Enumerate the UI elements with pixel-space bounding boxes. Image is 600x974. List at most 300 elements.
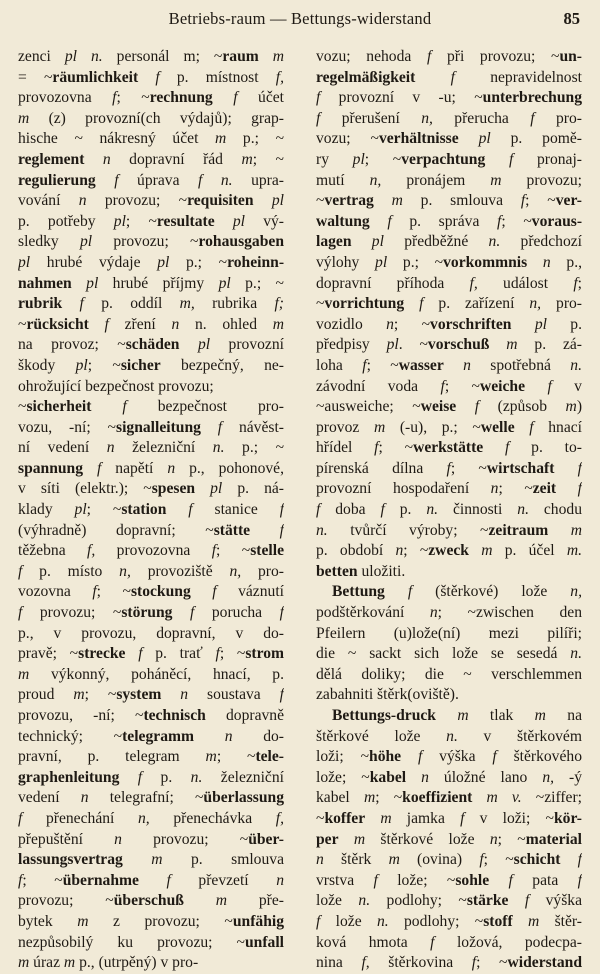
gloss-text: p. místo [22, 562, 120, 580]
entry-line [316, 479, 582, 500]
gloss-text: ) [576, 398, 582, 416]
headword: voraus- [531, 212, 582, 230]
headword: waltung [316, 212, 370, 230]
entry-line [316, 129, 582, 150]
headword: unfähig [232, 912, 284, 930]
gloss-text [184, 892, 216, 909]
gloss-text: kabel [316, 789, 364, 807]
grammar-label: n, [529, 295, 542, 313]
gloss-text [339, 831, 354, 848]
gloss-text: die ~ sackt sich lože se sesedá [316, 645, 571, 663]
headword: rohausgaben [198, 233, 284, 251]
headword: rubrik [18, 295, 63, 313]
gloss-text: = ~ [18, 68, 53, 86]
entry-line [316, 109, 582, 130]
headword: welle [480, 418, 515, 436]
entry-line [18, 788, 284, 809]
gloss-text: ; ~ [219, 645, 246, 663]
entry-line [316, 953, 582, 974]
entry-line [18, 335, 284, 356]
entry-line [18, 315, 284, 336]
entry-line [316, 335, 582, 356]
entry-line [316, 603, 582, 624]
grammar-label: pl [271, 192, 284, 210]
gloss-text: ; ~ [444, 377, 480, 395]
grammar-label: m [506, 336, 518, 354]
grammar-label: f [577, 851, 582, 869]
headword: schäden [125, 336, 180, 354]
grammar-label: m [63, 954, 76, 972]
gloss-text: p. [384, 501, 427, 519]
grammar-label: m [570, 521, 582, 539]
gloss-text: ; ~ [403, 542, 429, 560]
gloss-text: pro- [241, 562, 284, 580]
entry-line [18, 109, 284, 130]
gloss-text: štěrkové lože [316, 727, 447, 745]
entry-line [18, 850, 284, 871]
gloss-text: chodu [528, 501, 582, 519]
grammar-label: f [577, 459, 582, 477]
headword: raum [222, 48, 259, 65]
gloss-text [527, 254, 543, 271]
gloss-text: ložová, podecpa- [434, 933, 582, 951]
grammar-label: pl [371, 233, 384, 251]
gloss-text [436, 707, 457, 724]
headword: spannung [18, 459, 84, 477]
gloss-text: vý- [245, 212, 284, 230]
gloss-text: v štěrkovém [457, 727, 582, 745]
entry-line [18, 706, 284, 727]
grammar-label: f [547, 377, 552, 395]
entry-line [18, 129, 284, 150]
gloss-text: výška [422, 748, 493, 766]
gloss-text: štěrk [323, 851, 389, 869]
gloss-text: návěst- [222, 418, 284, 436]
gloss-text: pronaj- [513, 150, 582, 168]
entry-line [316, 541, 582, 562]
entry-line [316, 850, 582, 871]
gloss-text: ; ~ [364, 150, 402, 168]
gloss-text: ohrožující bezpečnost provozu; [18, 377, 214, 395]
entry-line [18, 809, 284, 830]
dictionary-columns [18, 47, 582, 974]
gloss-text: loha [316, 356, 363, 374]
entry-line [316, 356, 582, 377]
gloss-text: těžebna [18, 542, 88, 560]
entry-line [18, 933, 284, 954]
gloss-text: štěrkovina [369, 954, 472, 972]
grammar-label: pl [375, 253, 388, 271]
grammar-label: f [316, 109, 321, 127]
entry-line [316, 68, 582, 89]
gloss-text: provozní v -u; ~ [320, 89, 483, 107]
gloss-text: loži; ~ [316, 748, 370, 766]
gloss-text: předpisy [316, 336, 387, 354]
gloss-text: provozu; ~ [121, 830, 249, 848]
grammar-label: f [577, 480, 582, 498]
entry-line [18, 500, 284, 521]
grammar-label: n. [212, 439, 225, 457]
entry-line [18, 541, 284, 562]
entry-line [18, 356, 284, 377]
gloss-text [191, 583, 213, 600]
headword: stelle [250, 542, 284, 560]
entry-line [18, 624, 284, 645]
gloss-text [370, 213, 388, 230]
grammar-label: m [215, 130, 227, 148]
grammar-label: m v. [486, 789, 522, 807]
entry-line [18, 253, 284, 274]
grammar-label: f, [275, 68, 284, 86]
headword: weise [420, 398, 457, 416]
gloss-text: tlak [468, 707, 535, 724]
headword: stockung [130, 583, 191, 601]
headword: graphenleitung [18, 768, 120, 786]
grammar-label: m [151, 851, 163, 869]
gloss-text [385, 583, 408, 600]
headword: sicherheit [26, 398, 92, 416]
gloss-text [62, 295, 79, 312]
headword: unfall [245, 933, 284, 951]
gloss-text: na provoz; ~ [18, 336, 126, 354]
entry-line [18, 727, 284, 748]
entry-line [316, 397, 582, 418]
grammar-label: f [460, 809, 465, 827]
entry-line [18, 150, 284, 171]
gloss-text: Pfeilern (u)lože(ní) mezi pilíři; [316, 624, 582, 642]
gloss-text [72, 275, 86, 292]
headword: ver- [555, 192, 582, 210]
gloss-text: ková hmota [316, 933, 431, 951]
gloss-text [485, 151, 509, 168]
entry-line [316, 521, 582, 542]
gloss-text: lože [320, 912, 377, 930]
headword: strom [245, 645, 284, 663]
gloss-text: nezpůsobilý ku provozu; ~ [18, 933, 245, 951]
entry-line [316, 294, 582, 315]
gloss-text: ; ~ [393, 315, 431, 333]
gloss-text: pře- [227, 892, 284, 910]
grammar-label: f [18, 562, 23, 580]
grammar-label: f [380, 501, 385, 519]
headword: kabel [369, 768, 407, 786]
gloss-text: (štěrkové) lože [412, 583, 571, 601]
gloss-text: ; ~zwischen den [437, 604, 582, 622]
entry-line [316, 809, 582, 830]
gloss-text: ; ~ [125, 212, 157, 230]
gloss-text: ; ~ [476, 954, 508, 972]
grammar-label: n. [570, 356, 582, 374]
grammar-label: f [217, 418, 223, 436]
gloss-text [406, 769, 421, 786]
gloss-text: předchozí [500, 233, 582, 251]
gloss-text: ; ~ [498, 480, 533, 498]
entry-line [18, 768, 284, 789]
grammar-label: n [106, 439, 115, 457]
gloss-text: lože; ~ [316, 768, 370, 786]
grammar-label: f, [361, 954, 370, 972]
grammar-label: n [463, 356, 471, 374]
grammar-label: f [492, 748, 497, 766]
gloss-text: převzetí [170, 871, 277, 889]
entry-line [316, 418, 582, 439]
gloss-text [556, 480, 578, 497]
grammar-label: m [272, 48, 284, 65]
grammar-label: f [573, 274, 578, 292]
gloss-text [511, 316, 534, 333]
headword: koeffizient [402, 789, 473, 807]
entry-line [316, 500, 582, 521]
gloss-text [91, 398, 122, 415]
grammar-label: f [471, 954, 477, 972]
headword: roheinn- [227, 253, 284, 271]
gloss-text: provozovna [18, 89, 113, 107]
grammar-label: f [374, 439, 379, 457]
gloss-text: personál [102, 48, 184, 65]
grammar-label: n, [119, 562, 131, 580]
grammar-label: pl [86, 274, 99, 292]
gloss-text: zření [108, 315, 172, 333]
grammar-label: f, [87, 542, 96, 560]
gloss-text: hrubé výdaje [30, 253, 158, 271]
headword: störung [121, 604, 173, 622]
headword: lagen [316, 233, 352, 251]
gloss-text: předběžné [383, 233, 489, 251]
entry-line [18, 377, 284, 398]
grammar-label: f [212, 583, 217, 601]
headword: vorrichtung [324, 295, 405, 313]
grammar-label: n [395, 542, 404, 560]
headword: un- [559, 48, 582, 65]
gloss-text: -ý [554, 768, 582, 786]
grammar-label: n [102, 150, 111, 168]
gloss-text [138, 69, 155, 86]
gloss-text: ; ~ [375, 789, 403, 807]
gloss-text: úprava [118, 171, 199, 189]
headword: vorschriften [430, 315, 512, 333]
entry-line [18, 685, 284, 706]
gloss-text: pírenská dílna [316, 459, 447, 477]
entry-line [18, 191, 284, 212]
grammar-label: n [429, 604, 438, 622]
grammar-label: n [224, 727, 233, 745]
gloss-text: přerušení [320, 109, 422, 127]
gloss-text: úraz [29, 954, 64, 972]
grammar-label: f [508, 871, 513, 889]
gloss-text: zabahniti štěrk(oviště). [316, 686, 459, 704]
entry-line [316, 47, 582, 68]
entry-line [316, 274, 582, 295]
grammar-label: n. [358, 892, 371, 910]
gloss-text [560, 851, 577, 868]
grammar-label: f [96, 459, 102, 477]
grammar-label: f [114, 171, 119, 189]
headword: übernahme [62, 871, 139, 889]
gloss-text: napětí [101, 459, 168, 477]
entry-line [316, 871, 582, 892]
gloss-text: ; ~ [116, 89, 150, 107]
gloss-text: provozu; ~ [92, 233, 199, 251]
gloss-text: provozu; [501, 171, 582, 189]
gloss-text [139, 872, 167, 889]
gloss-text: p.; ~ [226, 130, 284, 148]
gloss-text [525, 378, 547, 395]
gloss-text: . ~ [398, 336, 428, 354]
page-header [18, 7, 582, 35]
grammar-label: f [18, 871, 23, 889]
headword: verpachtung [401, 150, 486, 168]
grammar-label: f [417, 748, 423, 766]
entry-line [18, 521, 284, 542]
entry-line [316, 232, 582, 253]
grammar-label: f [166, 871, 171, 889]
gloss-text [415, 69, 450, 86]
gloss-text: výkonný, poháněcí, hnací, p. [29, 665, 284, 683]
gloss-text: hnací [533, 418, 582, 436]
headword: weiche [480, 377, 526, 395]
gloss-text: hrubé příjmy [98, 274, 219, 292]
grammar-label: f [508, 150, 514, 168]
gloss-text [179, 336, 197, 353]
entry-line [316, 685, 582, 706]
gloss-text: bezpečný, ne- [160, 356, 284, 374]
gloss-text [83, 460, 97, 477]
entry-line [316, 665, 582, 686]
gloss-text: ; ~ [96, 583, 131, 601]
gloss-text: p. smlouva [162, 851, 284, 869]
gloss-text: p. zá- [517, 336, 582, 354]
gloss-text [401, 748, 418, 765]
entry-line [316, 624, 582, 645]
headword: nahmen [18, 274, 72, 292]
gloss-text: ; ~ [216, 748, 256, 766]
headword: verhältnisse [378, 130, 459, 148]
gloss-text: tvůrčí výroby; ~ [327, 521, 489, 539]
gloss-text: sledky [18, 233, 80, 251]
entry-line [316, 377, 582, 398]
gloss-text: stanice [192, 501, 280, 519]
entry-line [316, 747, 582, 768]
gloss-text: p. potřeby [18, 212, 114, 230]
gloss-text: podlohy; ~ [370, 892, 467, 910]
gloss-text: technický; ~ [18, 727, 123, 745]
grammar-label: f [520, 192, 526, 210]
headword: schicht [513, 851, 561, 869]
grammar-label: pl [218, 274, 231, 292]
gloss-text [195, 480, 210, 497]
headword: signalleitung [116, 418, 201, 436]
gloss-text: doba [320, 501, 381, 519]
gloss-text: vozidlo [316, 315, 387, 333]
gloss-text: přepuštění [18, 830, 115, 848]
headword: unterbrechung [482, 89, 582, 107]
grammar-label: m [18, 665, 30, 683]
grammar-label: pl [197, 336, 211, 354]
gloss-text [201, 419, 218, 436]
gloss-text: ; ~ [366, 356, 399, 374]
grammar-label: m [534, 707, 546, 724]
gloss-text: m [183, 48, 196, 65]
entry-line [18, 438, 284, 459]
gloss-text: přerucha [432, 109, 531, 127]
gloss-text: ~ [316, 192, 325, 210]
grammar-label: n [276, 871, 284, 889]
grammar-label: f [188, 501, 193, 519]
entry-line [18, 830, 284, 851]
grammar-label: n, [369, 171, 382, 189]
grammar-label: f [138, 645, 143, 663]
gloss-text [404, 295, 419, 312]
grammar-label: f [215, 645, 220, 663]
headword: station [121, 501, 167, 519]
entry-line [18, 397, 284, 418]
grammar-label: n, [421, 109, 433, 127]
gloss-text: ; ~ [525, 192, 556, 210]
gloss-text: štěrkové lože [365, 830, 490, 848]
headword: sicher [120, 356, 161, 374]
grammar-label: n. [517, 501, 529, 519]
grammar-label: m [457, 707, 469, 724]
grammar-label: m [528, 912, 540, 930]
gloss-text: ; [577, 274, 582, 292]
gloss-text: jamka [391, 809, 461, 827]
gloss-text: na [545, 707, 582, 724]
gloss-text: ; ~ [450, 459, 487, 477]
gloss-text: při provozu; ~ [431, 48, 560, 65]
headword: wirtschaft [486, 459, 555, 477]
entry-line [18, 294, 284, 315]
gloss-text: p.; ~ [224, 439, 284, 457]
grammar-label: n [114, 830, 122, 848]
headword: höhe [369, 748, 402, 766]
grammar-label: n [167, 459, 176, 477]
gloss-text: p. [142, 768, 191, 786]
gloss-text: ; ~ [252, 150, 284, 168]
gloss-text: činnosti [438, 501, 518, 519]
gloss-text: p. [546, 315, 582, 333]
entry-line [316, 912, 582, 933]
grammar-label: f [524, 892, 530, 910]
gloss-text: ~ [18, 315, 27, 333]
entry-line [316, 891, 582, 912]
gloss-text: p.; ~ [169, 253, 228, 271]
grammar-label: f [373, 871, 378, 889]
gloss-text: hische ~ nákresný účet [18, 130, 216, 148]
gloss-text: p. zařízení [423, 295, 530, 313]
grammar-label: m. [566, 542, 582, 560]
gloss-text: p. správa [391, 212, 498, 230]
grammar-label: pl [534, 315, 547, 333]
gloss-text: (ovina) [399, 851, 480, 869]
grammar-label: f [450, 68, 455, 86]
grammar-label: m [205, 748, 217, 766]
grammar-label: f [18, 604, 23, 622]
gloss-text: provoziště [130, 562, 230, 580]
grammar-label: m [380, 809, 392, 827]
grammar-label: f, [469, 274, 478, 292]
gloss-text: p. ná- [222, 480, 284, 498]
grammar-label: m [73, 686, 85, 704]
headword: reglement [18, 150, 85, 168]
grammar-label: pl [157, 253, 170, 271]
headword: Bettung [332, 583, 385, 601]
gloss-text: provoz [316, 418, 374, 436]
gloss-text: provozovna [95, 542, 212, 560]
gloss-text: p. oddíl [83, 295, 180, 313]
gloss-text: vozu; ~ [316, 130, 379, 148]
grammar-label: pl [75, 356, 88, 374]
gloss-text: telegrafní; ~ [88, 789, 204, 807]
